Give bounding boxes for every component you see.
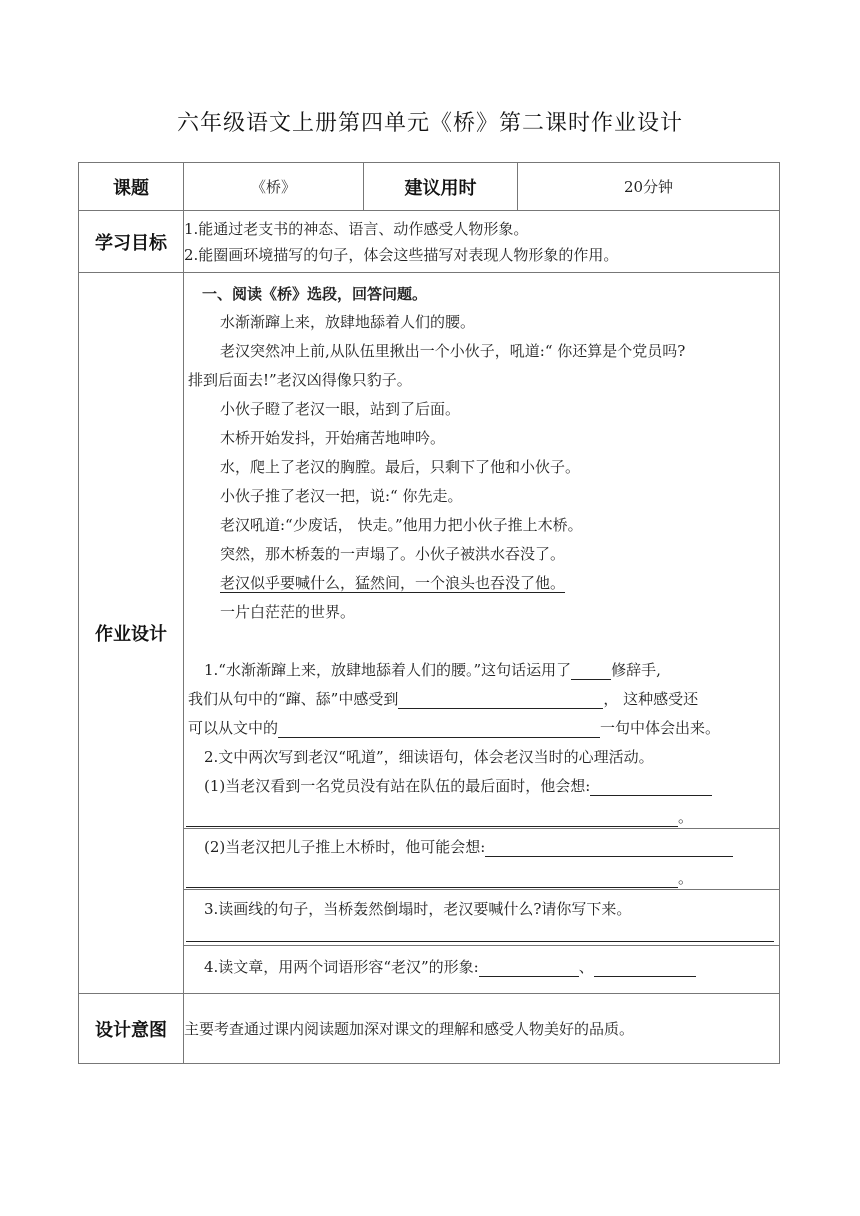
passage-line: 一片白茫茫的世界。 [220,603,356,621]
question-1-text: ， 这种感受还 [603,690,699,708]
divider [184,828,780,829]
passage-line: 小伙子瞪了老汉一眼，站到了后面。 [220,400,461,418]
goals-label: 学习目标 [79,211,184,273]
question-2-2-cont [186,867,693,888]
question-2-1-text: (1)当老汉看到一名党员没有站在队伍的最后面时，他会想: [204,777,591,795]
passage-line: 老汉吼道:“少废话， 快走。”他用力把小伙子推上木桥。 [220,516,583,534]
goal-item: 1.能通过老支书的神态、语言、动作感受人物形象。 [184,219,529,238]
homework-cell [184,273,780,994]
answer-blank[interactable] [479,958,579,977]
divider [184,945,780,946]
question-1-text: 修辞手, [611,661,661,679]
period: 。 [678,808,694,826]
passage-line: 突然，那木桥轰的一声塌了。小伙子被洪水吞没了。 [220,545,566,563]
goal-item: 2.能圈画环境描写的句子，体会这些描写对表现人物形象的作用。 [184,245,619,264]
divider [184,889,780,890]
question-1-line-2 [188,688,698,709]
answer-blank[interactable] [485,838,733,857]
question-1-text: 我们从句中的“蹿、舔”中感受到 [188,690,399,708]
period: 。 [678,869,694,887]
homework-table [78,162,780,1064]
answer-blank[interactable] [186,808,678,827]
question-2-2-text: (2)当老汉把儿子推上木桥时，他可能会想: [204,838,486,856]
topic-value: 《桥》 [184,163,364,211]
separator: 、 [578,958,594,976]
page-title: 六年级语文上册第四单元《桥》第二课时作业设计 [176,111,683,136]
question-1-line-1 [204,659,661,680]
passage-line: 水，爬上了老汉的胸膛。最后，只剩下了他和小伙子。 [220,458,581,476]
question-4-text: 4.读文章，用两个词语形容“老汉”的形象: [204,958,479,976]
question-3: 3.读画线的句子，当桥轰然倒塌时，老汉要喊什么?请你写下来。 [204,900,632,918]
topic-label: 课题 [79,163,184,211]
question-2-1-cont [186,806,693,827]
passage-line: 老汉突然冲上前,从队伍里揪出一个小伙子，吼道:“ 你还算是个党员吗? [220,342,686,360]
passage-line: 小伙子推了老汉一把，说:“ 你先走。 [220,487,463,505]
question-1-text: 可以从文中的 [188,719,279,737]
question-2-1 [204,775,712,796]
question-1-text: 一句中体会出来。 [600,719,721,737]
passage-line: 水渐渐蹿上来，放肆地舔着人们的腰。 [220,313,476,331]
question-2: 2.文中两次写到老汉“吼道”，细读语句，体会老汉当时的心理活动。 [204,748,654,766]
answer-line[interactable] [186,941,774,942]
goals-cell [184,211,780,273]
intent-text: 主要考查通过课内阅读题加深对课文的理解和感受人物美好的品质。 [184,994,780,1064]
underlined-sentence: 老汉似乎要喊什么，猛然间，一个浪头也吞没了他。 [220,574,566,592]
question-1-line-3 [188,717,720,738]
question-1-text: 1.“水渐渐蹿上来，放肆地舔着人们的腰。”这句话运用了 [204,661,572,679]
passage-line: 木桥开始发抖，开始痛苦地呻吟。 [220,429,446,447]
question-2-2 [204,836,733,857]
answer-blank[interactable] [278,719,600,738]
question-4 [204,956,696,977]
time-label: 建议用时 [364,163,518,211]
answer-blank[interactable] [594,958,696,977]
intent-label: 设计意图 [79,994,184,1064]
passage-line: 排到后面去!”老汉凶得像只豹子。 [188,371,412,389]
answer-blank[interactable] [398,690,603,709]
homework-label: 作业设计 [79,273,184,994]
time-value: 20分钟 [518,163,780,211]
answer-blank[interactable] [186,869,678,888]
answer-blank[interactable] [590,777,712,796]
answer-blank[interactable] [571,661,611,680]
section-title: 一、阅读《桥》选段，回答问题。 [202,285,428,303]
